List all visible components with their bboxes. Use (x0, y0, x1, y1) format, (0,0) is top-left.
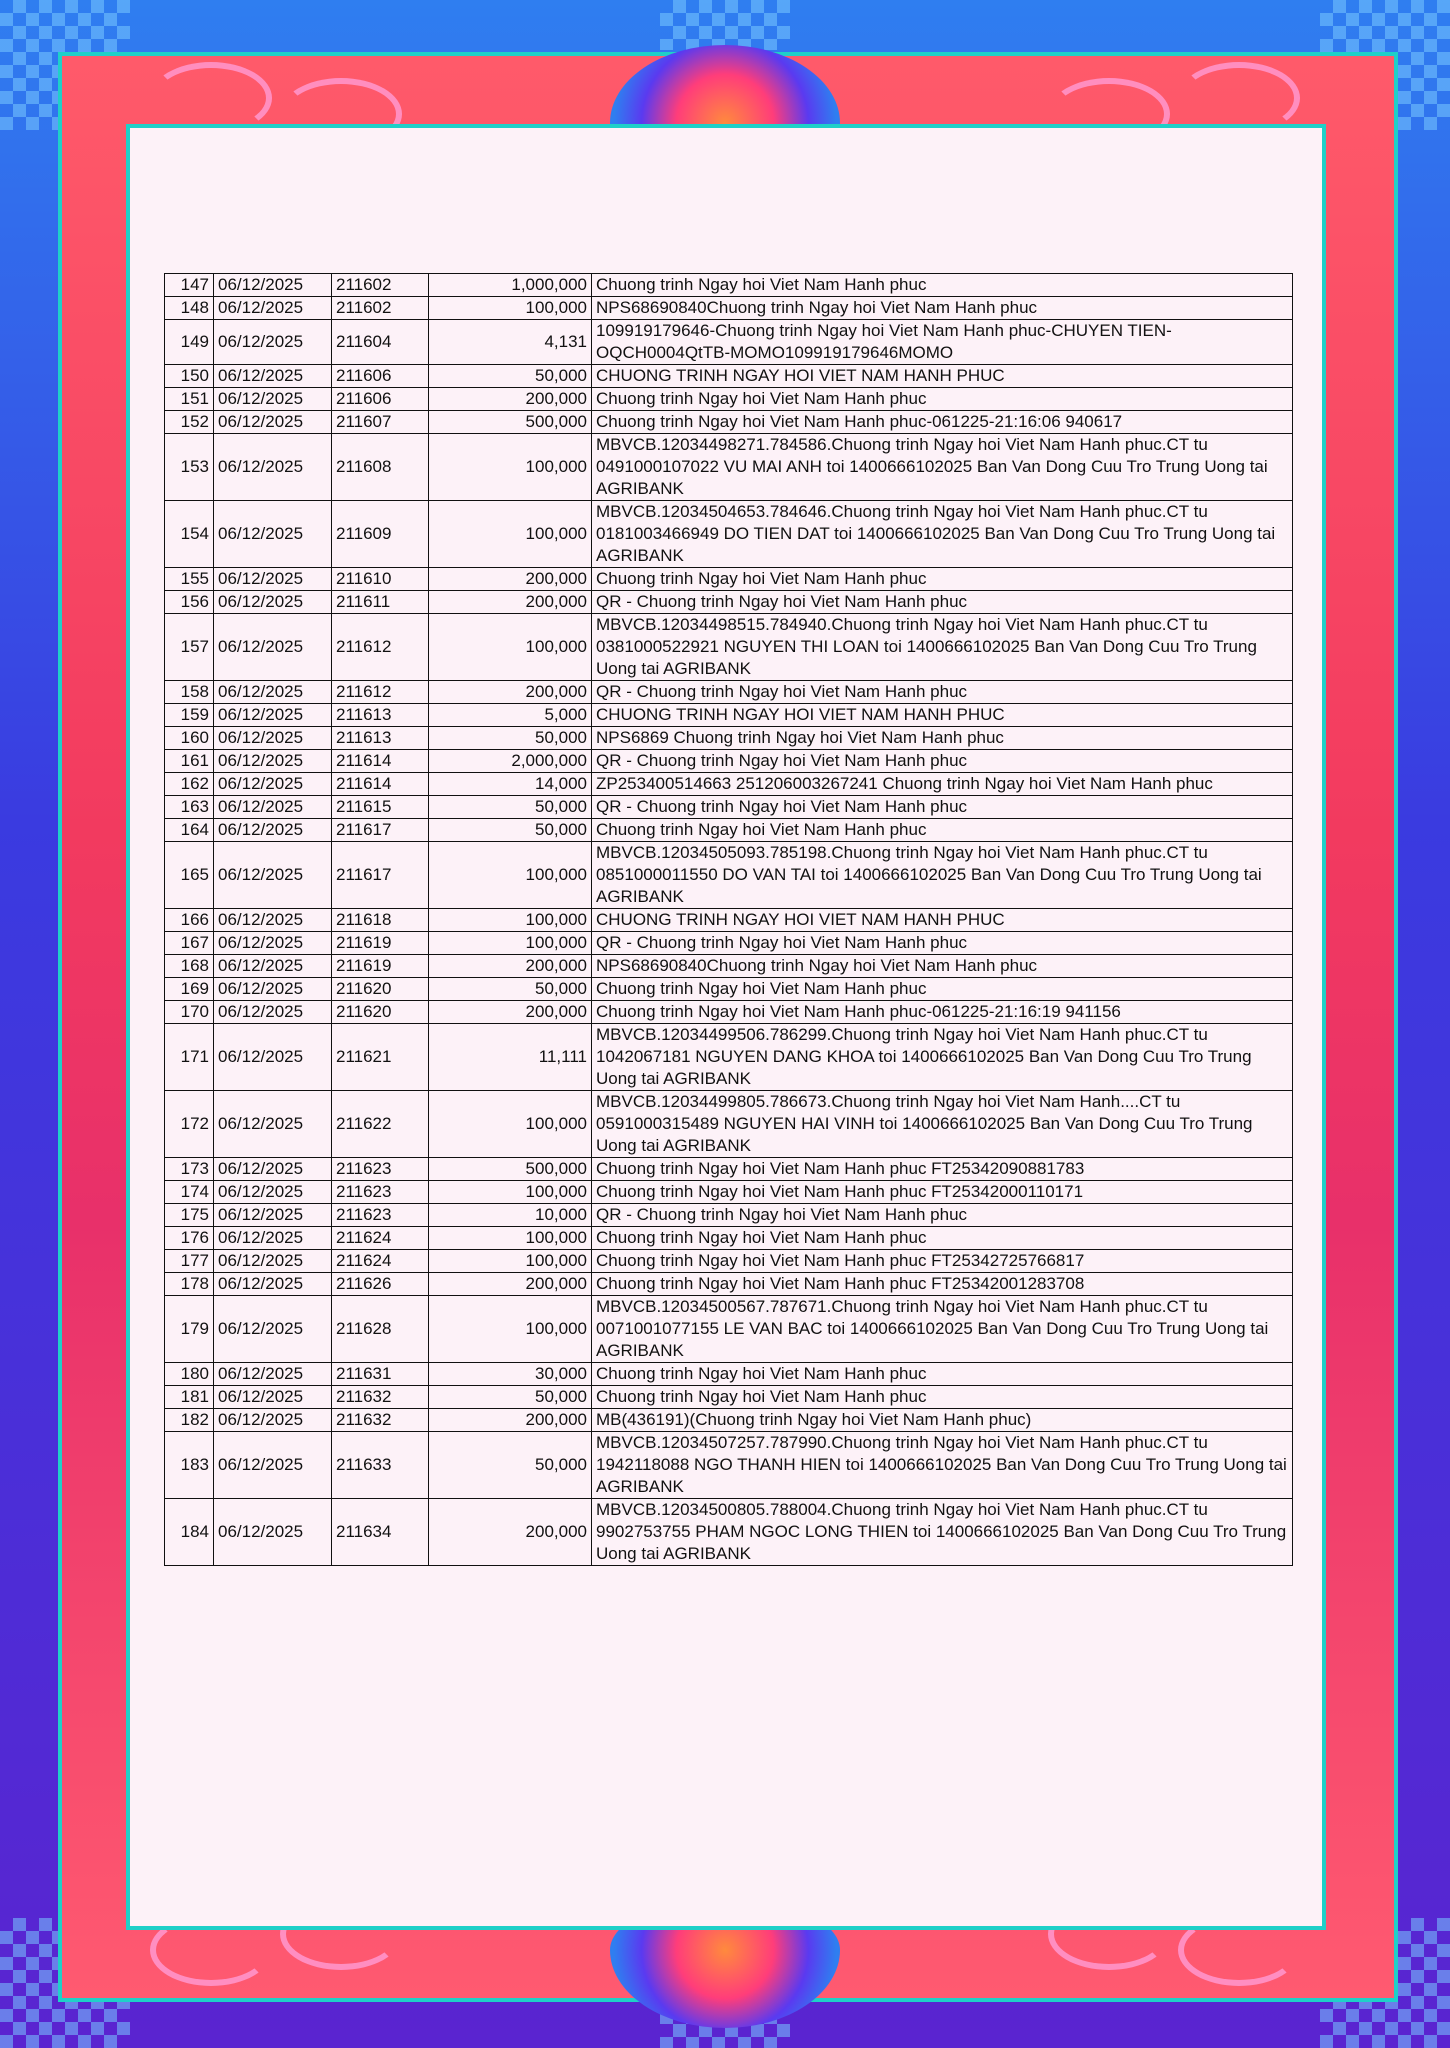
row-number: 184 (165, 1499, 214, 1566)
row-code: 211615 (332, 796, 429, 819)
table-row (165, 591, 1293, 614)
row-amount: 200,000 (429, 591, 592, 614)
row-code: 211628 (332, 1296, 429, 1363)
row-code: 211624 (332, 1250, 429, 1273)
row-code: 211618 (332, 909, 429, 932)
row-code: 211613 (332, 727, 429, 750)
row-number: 149 (165, 320, 214, 365)
row-description: MBVCB.12034500805.788004.Chuong trinh Ngay hoi Viet Nam Hanh phuc.CT tu 9902753755 PHAM NGOC LONG THIEN toi 1400666102025 Ban Van Dong Cuu Tro Trung Uong tai AGRIBANK (592, 1499, 1293, 1566)
row-code: 211606 (332, 365, 429, 388)
row-description: NPS68690840Chuong trinh Ngay hoi Viet Nam Hanh phuc (592, 955, 1293, 978)
row-number: 179 (165, 1296, 214, 1363)
row-code: 211609 (332, 501, 429, 568)
row-description: Chuong trinh Ngay hoi Viet Nam Hanh phuc-061225-21:16:06 940617 (592, 411, 1293, 434)
row-description: Chuong trinh Ngay hoi Viet Nam Hanh phuc FT25342000110171 (592, 1181, 1293, 1204)
table-row (165, 1091, 1293, 1158)
row-code: 211622 (332, 1091, 429, 1158)
row-number: 168 (165, 955, 214, 978)
row-date: 06/12/2025 (214, 750, 332, 773)
table-row (165, 297, 1293, 320)
row-number: 150 (165, 365, 214, 388)
row-number: 164 (165, 819, 214, 842)
ledger-body (165, 274, 1293, 1566)
row-description: Chuong trinh Ngay hoi Viet Nam Hanh phuc (592, 274, 1293, 297)
row-date: 06/12/2025 (214, 955, 332, 978)
table-row (165, 1273, 1293, 1296)
table-row (165, 1001, 1293, 1024)
row-description: QR - Chuong trinh Ngay hoi Viet Nam Hanh phuc (592, 750, 1293, 773)
row-amount: 50,000 (429, 365, 592, 388)
row-code: 211608 (332, 434, 429, 501)
row-number: 173 (165, 1158, 214, 1181)
table-row (165, 1409, 1293, 1432)
row-code: 211631 (332, 1363, 429, 1386)
row-amount: 200,000 (429, 681, 592, 704)
row-description: MBVCB.12034507257.787990.Chuong trinh Ngay hoi Viet Nam Hanh phuc.CT tu 1942118088 NGO THANH HIEN toi 1400666102025 Ban Van Dong Cuu Tro Trung Uong tai AGRIBANK (592, 1432, 1293, 1499)
row-number: 156 (165, 591, 214, 614)
row-date: 06/12/2025 (214, 819, 332, 842)
row-date: 06/12/2025 (214, 591, 332, 614)
table-row (165, 365, 1293, 388)
table-row (165, 1227, 1293, 1250)
row-description: QR - Chuong trinh Ngay hoi Viet Nam Hanh phuc (592, 796, 1293, 819)
table-row (165, 1158, 1293, 1181)
table-row (165, 955, 1293, 978)
row-date: 06/12/2025 (214, 1250, 332, 1273)
row-date: 06/12/2025 (214, 614, 332, 681)
row-description: Chuong trinh Ngay hoi Viet Nam Hanh phuc (592, 1227, 1293, 1250)
table-row (165, 681, 1293, 704)
row-number: 169 (165, 978, 214, 1001)
row-date: 06/12/2025 (214, 909, 332, 932)
row-date: 06/12/2025 (214, 1204, 332, 1227)
row-date: 06/12/2025 (214, 1158, 332, 1181)
row-amount: 50,000 (429, 796, 592, 819)
row-code: 211620 (332, 978, 429, 1001)
table-row (165, 909, 1293, 932)
row-date: 06/12/2025 (214, 1432, 332, 1499)
row-amount: 10,000 (429, 1204, 592, 1227)
row-number: 166 (165, 909, 214, 932)
row-date: 06/12/2025 (214, 681, 332, 704)
table-row (165, 773, 1293, 796)
row-amount: 100,000 (429, 842, 592, 909)
row-description: MBVCB.12034499805.786673.Chuong trinh Ngay hoi Viet Nam Hanh....CT tu 0591000315489 NGUYEN HAI VINH toi 1400666102025 Ban Van Dong Cuu Tro Trung Uong tai AGRIBANK (592, 1091, 1293, 1158)
row-date: 06/12/2025 (214, 1273, 332, 1296)
row-amount: 100,000 (429, 297, 592, 320)
row-amount: 100,000 (429, 1227, 592, 1250)
row-amount: 100,000 (429, 1296, 592, 1363)
row-description: Chuong trinh Ngay hoi Viet Nam Hanh phuc FT25342001283708 (592, 1273, 1293, 1296)
row-description: NPS68690840Chuong trinh Ngay hoi Viet Nam Hanh phuc (592, 297, 1293, 320)
table-row (165, 819, 1293, 842)
row-date: 06/12/2025 (214, 978, 332, 1001)
row-description: Chuong trinh Ngay hoi Viet Nam Hanh phuc FT25342725766817 (592, 1250, 1293, 1273)
row-number: 161 (165, 750, 214, 773)
row-number: 163 (165, 796, 214, 819)
row-code: 211621 (332, 1024, 429, 1091)
table-row (165, 704, 1293, 727)
table-row (165, 796, 1293, 819)
table-row (165, 568, 1293, 591)
row-description: MB(436191)(Chuong trinh Ngay hoi Viet Nam Hanh phuc) (592, 1409, 1293, 1432)
table-row (165, 1024, 1293, 1091)
table-row (165, 932, 1293, 955)
row-description: MBVCB.12034498515.784940.Chuong trinh Ngay hoi Viet Nam Hanh phuc.CT tu 0381000522921 NGUYEN THI LOAN toi 1400666102025 Ban Van Dong Cuu Tro Trung Uong tai AGRIBANK (592, 614, 1293, 681)
row-date: 06/12/2025 (214, 411, 332, 434)
row-description: Chuong trinh Ngay hoi Viet Nam Hanh phuc (592, 388, 1293, 411)
row-date: 06/12/2025 (214, 297, 332, 320)
row-number: 154 (165, 501, 214, 568)
row-amount: 50,000 (429, 1386, 592, 1409)
row-description: Chuong trinh Ngay hoi Viet Nam Hanh phuc (592, 1386, 1293, 1409)
row-code: 211623 (332, 1158, 429, 1181)
row-date: 06/12/2025 (214, 388, 332, 411)
row-amount: 11,111 (429, 1024, 592, 1091)
row-date: 06/12/2025 (214, 434, 332, 501)
row-number: 151 (165, 388, 214, 411)
row-date: 06/12/2025 (214, 796, 332, 819)
table-row (165, 614, 1293, 681)
row-amount: 100,000 (429, 614, 592, 681)
row-description: Chuong trinh Ngay hoi Viet Nam Hanh phuc (592, 568, 1293, 591)
row-amount: 4,131 (429, 320, 592, 365)
row-description: CHUONG TRINH NGAY HOI VIET NAM HANH PHUC (592, 704, 1293, 727)
row-description: QR - Chuong trinh Ngay hoi Viet Nam Hanh phuc (592, 681, 1293, 704)
row-date: 06/12/2025 (214, 1363, 332, 1386)
row-amount: 200,000 (429, 1001, 592, 1024)
row-description: MBVCB.12034505093.785198.Chuong trinh Ngay hoi Viet Nam Hanh phuc.CT tu 0851000011550 DO VAN TAI toi 1400666102025 Ban Van Dong Cuu Tro Trung Uong tai AGRIBANK (592, 842, 1293, 909)
row-description: NPS6869 Chuong trinh Ngay hoi Viet Nam Hanh phuc (592, 727, 1293, 750)
table-row (165, 274, 1293, 297)
row-code: 211613 (332, 704, 429, 727)
row-number: 170 (165, 1001, 214, 1024)
row-amount: 14,000 (429, 773, 592, 796)
row-code: 211611 (332, 591, 429, 614)
row-code: 211614 (332, 773, 429, 796)
row-date: 06/12/2025 (214, 1091, 332, 1158)
row-amount: 2,000,000 (429, 750, 592, 773)
table-row (165, 842, 1293, 909)
row-description: QR - Chuong trinh Ngay hoi Viet Nam Hanh phuc (592, 932, 1293, 955)
row-amount: 50,000 (429, 1432, 592, 1499)
row-date: 06/12/2025 (214, 274, 332, 297)
row-date: 06/12/2025 (214, 1001, 332, 1024)
row-description: MBVCB.12034498271.784586.Chuong trinh Ngay hoi Viet Nam Hanh phuc.CT tu 0491000107022 VU MAI ANH toi 1400666102025 Ban Van Dong Cuu Tro Trung Uong tai AGRIBANK (592, 434, 1293, 501)
table-row (165, 727, 1293, 750)
row-number: 181 (165, 1386, 214, 1409)
row-description: MBVCB.12034504653.784646.Chuong trinh Ngay hoi Viet Nam Hanh phuc.CT tu 0181003466949 DO TIEN DAT toi 1400666102025 Ban Van Dong Cuu Tro Trung Uong tai AGRIBANK (592, 501, 1293, 568)
row-number: 180 (165, 1363, 214, 1386)
row-code: 211632 (332, 1409, 429, 1432)
row-number: 157 (165, 614, 214, 681)
row-code: 211606 (332, 388, 429, 411)
row-number: 176 (165, 1227, 214, 1250)
table-row (165, 388, 1293, 411)
row-description: CHUONG TRINH NGAY HOI VIET NAM HANH PHUC (592, 909, 1293, 932)
table-row (165, 1499, 1293, 1566)
row-code: 211619 (332, 932, 429, 955)
row-amount: 100,000 (429, 932, 592, 955)
row-description: Chuong trinh Ngay hoi Viet Nam Hanh phuc FT25342090881783 (592, 1158, 1293, 1181)
row-amount: 200,000 (429, 388, 592, 411)
row-number: 171 (165, 1024, 214, 1091)
row-amount: 50,000 (429, 819, 592, 842)
row-number: 159 (165, 704, 214, 727)
row-number: 178 (165, 1273, 214, 1296)
row-code: 211612 (332, 614, 429, 681)
row-number: 158 (165, 681, 214, 704)
row-date: 06/12/2025 (214, 1227, 332, 1250)
row-amount: 200,000 (429, 1409, 592, 1432)
row-code: 211617 (332, 819, 429, 842)
row-description: 109919179646-Chuong trinh Ngay hoi Viet Nam Hanh phuc-CHUYEN TIEN-OQCH0004QtTB-MOMO109919179646MOMO (592, 320, 1293, 365)
row-description: ZP253400514663 251206003267241 Chuong trinh Ngay hoi Viet Nam Hanh phuc (592, 773, 1293, 796)
row-description: QR - Chuong trinh Ngay hoi Viet Nam Hanh phuc (592, 1204, 1293, 1227)
row-date: 06/12/2025 (214, 1181, 332, 1204)
row-code: 211623 (332, 1204, 429, 1227)
row-date: 06/12/2025 (214, 727, 332, 750)
row-description: Chuong trinh Ngay hoi Viet Nam Hanh phuc (592, 1363, 1293, 1386)
row-code: 211604 (332, 320, 429, 365)
row-number: 155 (165, 568, 214, 591)
row-number: 183 (165, 1432, 214, 1499)
row-code: 211607 (332, 411, 429, 434)
row-date: 06/12/2025 (214, 1296, 332, 1363)
table-row (165, 1181, 1293, 1204)
row-code: 211623 (332, 1181, 429, 1204)
table-row (165, 1363, 1293, 1386)
row-code: 211610 (332, 568, 429, 591)
row-code: 211612 (332, 681, 429, 704)
row-code: 211602 (332, 274, 429, 297)
row-date: 06/12/2025 (214, 501, 332, 568)
row-code: 211633 (332, 1432, 429, 1499)
row-amount: 500,000 (429, 411, 592, 434)
row-date: 06/12/2025 (214, 932, 332, 955)
table-row (165, 1250, 1293, 1273)
row-date: 06/12/2025 (214, 842, 332, 909)
row-amount: 200,000 (429, 955, 592, 978)
row-number: 153 (165, 434, 214, 501)
table-row (165, 1296, 1293, 1363)
row-amount: 100,000 (429, 1091, 592, 1158)
row-amount: 100,000 (429, 1250, 592, 1273)
row-amount: 5,000 (429, 704, 592, 727)
table-row (165, 1432, 1293, 1499)
row-amount: 100,000 (429, 434, 592, 501)
row-date: 06/12/2025 (214, 1386, 332, 1409)
row-date: 06/12/2025 (214, 1499, 332, 1566)
row-date: 06/12/2025 (214, 365, 332, 388)
row-amount: 100,000 (429, 1181, 592, 1204)
row-number: 182 (165, 1409, 214, 1432)
row-date: 06/12/2025 (214, 1024, 332, 1091)
row-amount: 500,000 (429, 1158, 592, 1181)
row-amount: 50,000 (429, 727, 592, 750)
row-date: 06/12/2025 (214, 773, 332, 796)
row-amount: 30,000 (429, 1363, 592, 1386)
row-number: 160 (165, 727, 214, 750)
row-code: 211602 (332, 297, 429, 320)
row-date: 06/12/2025 (214, 704, 332, 727)
row-description: CHUONG TRINH NGAY HOI VIET NAM HANH PHUC (592, 365, 1293, 388)
row-amount: 200,000 (429, 1499, 592, 1566)
row-number: 147 (165, 274, 214, 297)
row-amount: 50,000 (429, 978, 592, 1001)
row-date: 06/12/2025 (214, 1409, 332, 1432)
row-description: QR - Chuong trinh Ngay hoi Viet Nam Hanh phuc (592, 591, 1293, 614)
row-description: Chuong trinh Ngay hoi Viet Nam Hanh phuc (592, 978, 1293, 1001)
row-number: 167 (165, 932, 214, 955)
row-number: 152 (165, 411, 214, 434)
table-row (165, 434, 1293, 501)
row-number: 162 (165, 773, 214, 796)
row-code: 211619 (332, 955, 429, 978)
row-description: Chuong trinh Ngay hoi Viet Nam Hanh phuc (592, 819, 1293, 842)
row-code: 211620 (332, 1001, 429, 1024)
table-row (165, 750, 1293, 773)
row-number: 175 (165, 1204, 214, 1227)
row-amount: 100,000 (429, 909, 592, 932)
row-number: 174 (165, 1181, 214, 1204)
row-code: 211634 (332, 1499, 429, 1566)
row-code: 211614 (332, 750, 429, 773)
row-description: MBVCB.12034500567.787671.Chuong trinh Ngay hoi Viet Nam Hanh phuc.CT tu 0071001077155 LE VAN BAC toi 1400666102025 Ban Van Dong Cuu Tro Trung Uong tai AGRIBANK (592, 1296, 1293, 1363)
row-amount: 100,000 (429, 501, 592, 568)
row-date: 06/12/2025 (214, 320, 332, 365)
row-code: 211632 (332, 1386, 429, 1409)
row-amount: 200,000 (429, 1273, 592, 1296)
table-row (165, 501, 1293, 568)
donation-ledger-table (164, 273, 1293, 1566)
row-description: MBVCB.12034499506.786299.Chuong trinh Ngay hoi Viet Nam Hanh phuc.CT tu 1042067181 NGUYEN DANG KHOA toi 1400666102025 Ban Van Dong Cuu Tro Trung Uong tai AGRIBANK (592, 1024, 1293, 1091)
row-description: Chuong trinh Ngay hoi Viet Nam Hanh phuc-061225-21:16:19 941156 (592, 1001, 1293, 1024)
row-number: 148 (165, 297, 214, 320)
row-amount: 200,000 (429, 568, 592, 591)
row-number: 172 (165, 1091, 214, 1158)
table-row (165, 320, 1293, 365)
pixel-pattern-top-center (660, 0, 790, 50)
row-amount: 1,000,000 (429, 274, 592, 297)
row-code: 211626 (332, 1273, 429, 1296)
table-row (165, 1204, 1293, 1227)
table-row (165, 411, 1293, 434)
row-code: 211624 (332, 1227, 429, 1250)
row-date: 06/12/2025 (214, 568, 332, 591)
table-row (165, 978, 1293, 1001)
row-number: 165 (165, 842, 214, 909)
row-number: 177 (165, 1250, 214, 1273)
table-row (165, 1386, 1293, 1409)
row-code: 211617 (332, 842, 429, 909)
